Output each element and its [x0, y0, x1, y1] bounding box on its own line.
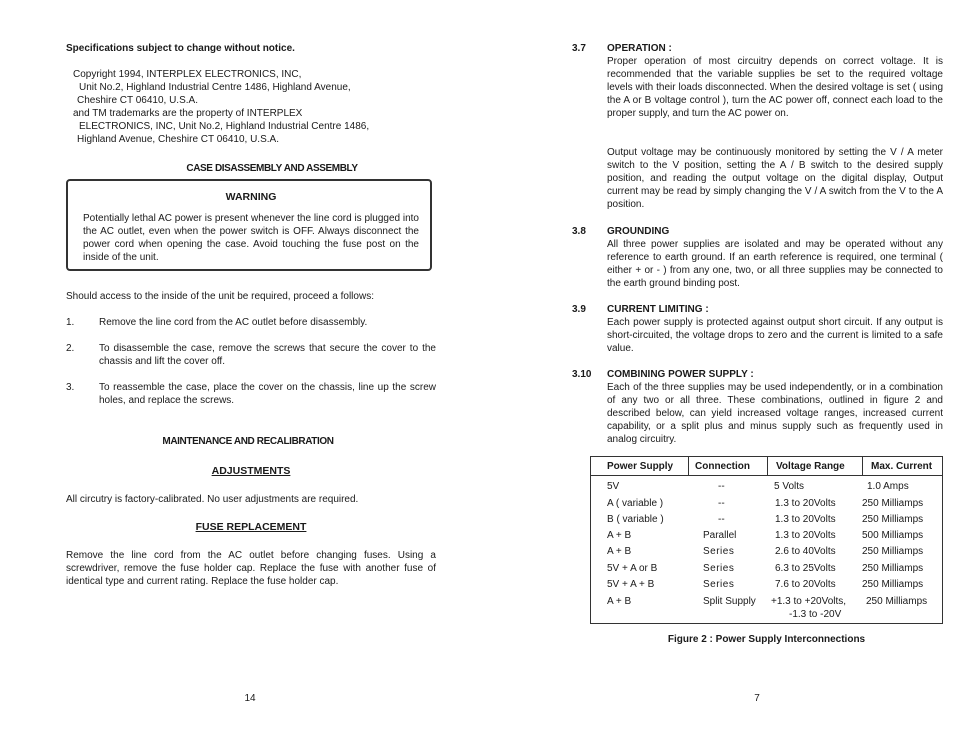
section-paragraph: Each power supply is protected against output short circuit. If any output is short-circuited, the voltage drops to zero and the current is limited to a safe value. — [607, 317, 943, 354]
table-cell: 6.3 to 25Volts — [775, 563, 836, 574]
table-cell: 2.6 to 40Volts — [775, 546, 836, 557]
table-cell: -1.3 to -20V — [789, 609, 842, 620]
table-header — [591, 457, 942, 476]
warning-text: Potentially lethal AC power is present whenever the line cord is plugged into the AC outlet, even when the power switch is OFF. Always disconnect the power cord when opening the case. Avoid touching the fuse post on the inside of the unit. — [83, 213, 419, 263]
figure-caption: Figure 2 : Power Supply Interconnections — [667, 634, 866, 645]
section-number: 3.10 — [572, 369, 592, 380]
section-paragraph: Proper operation of most circuitry depends on correct voltage. It is recommended that the variable supplies be set to the required voltage levels with their loads disconnected. When the desired voltage is set ( using the A or B voltage control ), turn the AC power off, connect each load to the proper supply, and turn the AC power on. — [607, 56, 943, 119]
header-cell: Voltage Range — [776, 461, 845, 472]
copyright-block — [73, 68, 453, 146]
table-cell: Series — [703, 579, 735, 590]
table-cell: Series — [703, 563, 735, 574]
section-paragraph: Output voltage may be continuously monitored by setting the V / A meter switch to the V position, setting the A / B switch to the desired supply position, and reading the output voltage on the digital display, Output current may be read by simply changing the V / A switch from the V to the A position. — [607, 147, 943, 210]
power-supply-table — [590, 456, 943, 624]
step-number: 1. — [66, 317, 75, 328]
access-text: Should access to the inside of the unit be required, proceed a follows: — [66, 291, 374, 302]
section-paragraph: Each of the three supplies may be used independently, or in a combination of any two or all three. These combinations, outlined in figure 2 and described below, can yield increased voltage ranges, increased current capability, or a split plus and minus supply such as frequently used in analog circuitry. — [607, 382, 943, 445]
table-cell: 250 Milliamps — [862, 498, 924, 509]
adjustments-text: All circutry is factory-calibrated. No user adjustments are required. — [66, 494, 359, 505]
table-cell: 5V + A + B — [607, 579, 655, 590]
table-cell: -- — [718, 498, 725, 509]
fuse-text: Remove the line cord from the AC outlet before changing fuses. Using a screwdriver, remove the fuse holder cap. Replace the fuse with another fuse of identical type and current rating. Replace the fuse holder cap. — [66, 550, 436, 587]
table-cell: 1.3 to 20Volts — [775, 530, 836, 541]
step-number: 3. — [66, 382, 75, 393]
section-number: 3.7 — [572, 43, 586, 54]
table-cell: 250 Milliamps — [862, 563, 924, 574]
section-title: GROUNDING — [607, 226, 670, 237]
table-cell: 5 Volts — [774, 481, 805, 492]
section-title: CURRENT LIMITING : — [607, 304, 709, 315]
page-number-left: 14 — [244, 693, 256, 704]
copyright-line: Cheshire CT 06410, U.S.A. — [77, 95, 198, 106]
table-cell: Parallel — [703, 530, 737, 541]
table-cell: A + B — [607, 596, 632, 607]
table-cell: Series — [703, 546, 735, 557]
table-cell: A ( variable ) — [607, 498, 664, 509]
warning-box — [66, 179, 432, 271]
step-text: To reassemble the case, place the cover on the chassis, line up the screw holes, and replace the screws. — [99, 382, 436, 406]
maintenance-heading: MAINTENANCE AND RECALIBRATION — [162, 436, 334, 447]
table-cell: 250 Milliamps — [862, 579, 924, 590]
table-cell: 250 Milliamps — [862, 514, 924, 525]
copyright-line: Copyright 1994, INTERPLEX ELECTRONICS, INC, — [73, 69, 302, 80]
step-number: 2. — [66, 343, 75, 354]
table-cell: +1.3 to +20Volts, — [771, 596, 847, 607]
table-cell: Split Supply — [703, 596, 756, 607]
section-paragraph: All three power supplies are isolated and may be operated without any reference to earth ground. If an earth reference is required, one terminal ( either + or - ) from any one, two, or all three supplies may be connected to the earth ground binding post. — [607, 239, 943, 289]
step-text: Remove the line cord from the AC outlet before disassembly. — [99, 317, 368, 328]
copyright-line: ELECTRONICS, INC, Unit No.2, Highland Industrial Centre 1486, — [79, 121, 370, 132]
table-cell: 5V — [607, 481, 620, 492]
column-divider — [767, 457, 768, 476]
warning-title: WARNING — [225, 191, 277, 203]
table-cell: A + B — [607, 546, 632, 557]
copyright-line: Unit No.2, Highland Industrial Centre 1486, Highland Avenue, — [79, 82, 351, 93]
table-cell: -- — [718, 481, 725, 492]
table-cell: -- — [718, 514, 725, 525]
section-number: 3.9 — [572, 304, 586, 315]
table-cell: 7.6 to 20Volts — [775, 579, 836, 590]
table-cell: 250 Milliamps — [862, 546, 924, 557]
table-cell: 5V + A or B — [607, 563, 658, 574]
copyright-line: and TM trademarks are the property of INTERPLEX — [73, 108, 303, 119]
table-cell: 1.0 Amps — [867, 481, 909, 492]
fuse-heading: FUSE REPLACEMENT — [195, 521, 307, 533]
header-cell: Max. Current — [871, 461, 933, 472]
table-cell: A + B — [607, 530, 632, 541]
section-title: COMBINING POWER SUPPLY : — [607, 369, 754, 380]
case-heading: CASE DISASSEMBLY AND ASSEMBLY — [186, 163, 358, 174]
section-title: OPERATION : — [607, 43, 672, 54]
table-cell: 500 Milliamps — [862, 530, 924, 541]
section-number: 3.8 — [572, 226, 586, 237]
step-text: To disassemble the case, remove the screws that secure the cover to the chassis and lift the cover off. — [99, 343, 436, 367]
table-cell: 1.3 to 20Volts — [775, 514, 836, 525]
table-cell: B ( variable ) — [607, 514, 664, 525]
header-cell: Power Supply — [607, 461, 674, 472]
page-number-right: 7 — [754, 693, 760, 704]
copyright-line: Highland Avenue, Cheshire CT 06410, U.S.A. — [77, 134, 279, 145]
column-divider — [862, 457, 863, 476]
header-cell: Connection — [695, 461, 750, 472]
adjustments-heading: ADJUSTMENTS — [211, 465, 291, 477]
table-cell: 250 Milliamps — [866, 596, 928, 607]
table-cell: 1.3 to 20Volts — [775, 498, 836, 509]
column-divider — [688, 457, 689, 476]
notice-text: Specifications subject to change without notice. — [66, 43, 295, 54]
